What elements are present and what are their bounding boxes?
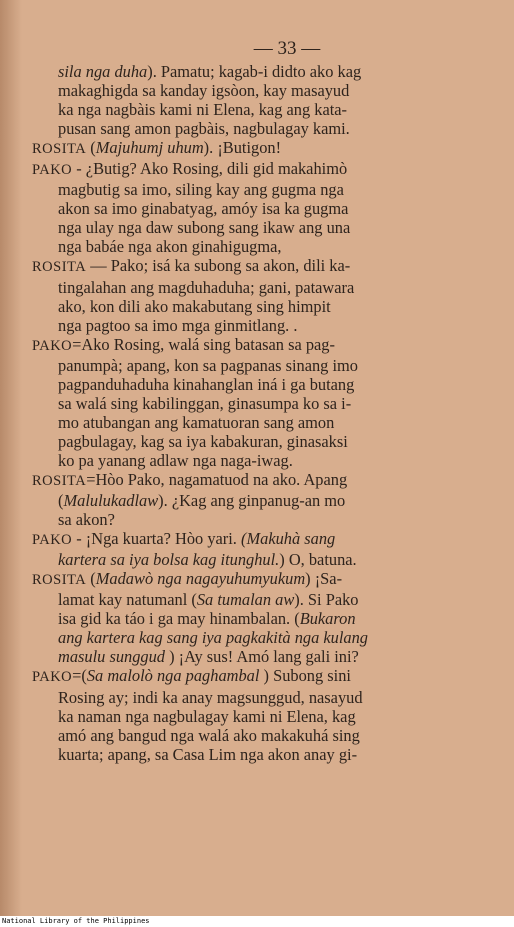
text-segment: ka nga nagbàis kami ni Elena, kag ang kata- — [58, 100, 348, 120]
stage-direction: Sa malolò nga paghambal — [86, 666, 260, 686]
speaker-name: PAKO — [32, 669, 73, 686]
footer-credit: National Library of the Philippines — [2, 917, 150, 925]
text-line — [32, 628, 502, 647]
text-line — [32, 590, 502, 609]
text-segment: sa akon? — [58, 510, 115, 530]
text-segment: ( — [86, 569, 96, 589]
text-segment: ) Subong sini — [259, 666, 351, 686]
stage-direction: Bukaron — [299, 609, 356, 629]
text-line — [32, 81, 502, 100]
text-line — [32, 278, 502, 297]
text-segment: nga babáe nga akon ginahigugma, — [58, 237, 282, 257]
text-segment: nga ulay nga daw subong sang ikaw ang una — [58, 218, 351, 238]
stage-direction: kartera sa iya bolsa kag itunghul. — [58, 550, 280, 570]
text-line — [32, 529, 502, 550]
text-segment: pagbulagay, kag sa iya kabakuran, ginasaksi — [58, 431, 348, 451]
text-segment: tingalahan ang magduhaduha; gani, patawara — [58, 277, 355, 297]
text-line — [32, 138, 502, 159]
text-segment: pagpanduhaduha kinahanglan iná i ga butang — [58, 374, 355, 394]
text-line — [32, 413, 502, 432]
text-line — [32, 237, 502, 256]
text-segment: ). ¿Kag ang ginpanug-an mo — [158, 491, 346, 511]
text-line — [32, 119, 502, 138]
text-segment: pusan sang amon pagbàis, nagbulagay kami. — [58, 119, 350, 139]
text-segment: ko pa yanang adlaw nga naga-iwag. — [58, 450, 293, 470]
text-segment: - ¿Butig? Ako Rosing, dili gid makahimò — [72, 159, 348, 179]
text-line — [32, 451, 502, 470]
text-segment: magbutig sa imo, siling kay ang gugma nga — [58, 180, 344, 200]
page-text — [32, 36, 502, 764]
speaker-name: ROSITA — [32, 572, 87, 589]
stage-direction: (Makuhà sang — [241, 529, 336, 549]
text-line — [32, 491, 502, 510]
text-line — [32, 394, 502, 413]
text-segment: ( — [86, 138, 96, 158]
text-segment: ). Pamatu; kagab-i didto ako kag — [147, 62, 362, 81]
text-segment: ) O, batuna. — [279, 550, 357, 570]
text-line — [32, 62, 502, 81]
text-line — [32, 159, 502, 180]
text-segment: ). ¡Butigon! — [203, 138, 282, 158]
speaker-name: PAKO — [32, 162, 73, 179]
text-segment: amó ang bangud nga walá ako makakuhá sing — [58, 725, 360, 745]
speaker-name: PAKO — [32, 337, 73, 354]
text-segment: =Hòo Pako, nagamatuod na ako. Apang — [86, 469, 348, 489]
text-line — [32, 316, 502, 335]
stage-direction: Sa tumalan aw — [196, 590, 295, 610]
text-line — [32, 356, 502, 375]
text-segment: nga pagtoo sa imo mga ginmitlang. . — [58, 315, 298, 335]
stage-direction: ang kartera kag sang iya pagkakità nga kulang — [58, 628, 369, 648]
page-edge-shadow — [0, 0, 22, 916]
stage-direction: sila nga duha — [58, 62, 148, 81]
speaker-name: ROSITA — [32, 141, 87, 158]
text-segment: =Ako Rosing, walá sing batasan sa pag- — [72, 334, 335, 354]
text-line — [32, 180, 502, 199]
text-segment: ) ¡Ay sus! Amó lang gali ini? — [165, 647, 359, 667]
speaker-name: ROSITA — [32, 259, 87, 276]
text-line — [32, 375, 502, 394]
text-segment: makaghigda sa kanday igsòon, kay masayud — [58, 81, 350, 101]
text-line — [32, 199, 502, 218]
stage-direction: Majuhumj uhum — [95, 138, 204, 158]
text-segment: =( — [72, 666, 87, 686]
text-line — [32, 609, 502, 628]
text-line — [32, 297, 502, 316]
text-line — [32, 707, 502, 726]
text-line — [32, 688, 502, 707]
text-segment: kuarta; apang, sa Casa Lim nga akon anay gi- — [58, 744, 358, 764]
text-segment: ( — [58, 491, 64, 511]
speaker-name: PAKO — [32, 532, 73, 549]
text-line — [32, 550, 502, 569]
stage-direction: masulu sunggud — [58, 647, 166, 667]
text-segment: — Pako; isá ka subong sa akon, dili ka- — [86, 256, 351, 276]
text-segment: ako, kon dili ako makabutang sing himpit — [58, 296, 331, 316]
text-line — [32, 218, 502, 237]
text-lines — [32, 62, 502, 764]
text-segment: sa walá sing kabilinggan, ginasumpa ko sa i- — [58, 393, 352, 413]
text-segment: akon sa imo ginabatyag, amóy isa ka gugma — [58, 199, 349, 219]
text-line — [32, 510, 502, 529]
text-line — [32, 647, 502, 666]
speaker-name: ROSITA — [32, 472, 87, 489]
page-number: — 33 — — [253, 38, 321, 59]
text-line — [32, 256, 502, 277]
text-line — [32, 745, 502, 764]
text-segment: ) ¡Sa- — [305, 569, 343, 589]
text-segment: mo atubangan ang kamatuoran sang amon — [58, 412, 335, 432]
text-line — [32, 335, 502, 356]
stage-direction: Madawò nga nagayuhumyukum — [95, 569, 306, 589]
text-segment: Rosing ay; indi ka anay magsunggud, nasayud — [58, 687, 363, 707]
text-segment: panumpà; apang, kon sa pagpanas sinang imo — [58, 355, 358, 375]
text-segment: ). Si Pako — [294, 590, 359, 610]
text-segment: - ¡Nga kuarta? Hòo yari. — [72, 529, 242, 549]
stage-direction: Malulukadlaw — [63, 491, 159, 511]
text-line — [32, 432, 502, 451]
text-segment: lamat kay natumanl ( — [58, 590, 197, 610]
text-line — [32, 100, 502, 119]
text-segment: ka naman nga nagbulagay kami ni Elena, kag — [58, 706, 356, 726]
text-line — [32, 726, 502, 745]
text-line — [32, 666, 502, 687]
text-line — [32, 569, 502, 590]
text-segment: isa gid ka táo i ga may hinambalan. ( — [58, 609, 300, 629]
text-line — [32, 470, 502, 491]
